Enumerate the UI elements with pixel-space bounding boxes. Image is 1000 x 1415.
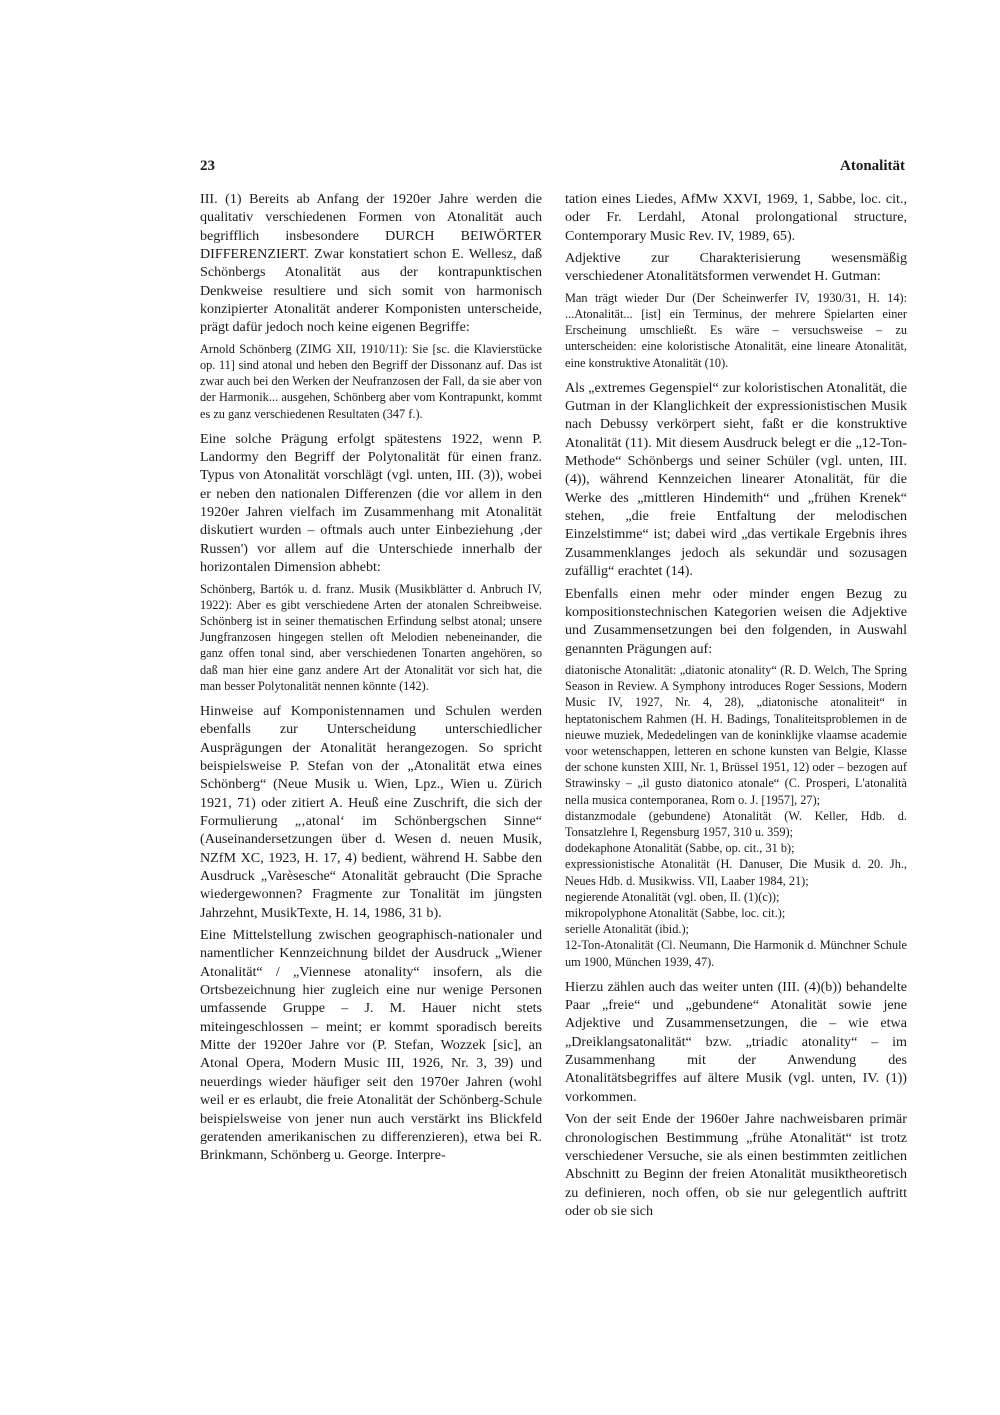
body-paragraph: Adjektive zur Charakterisierung wesensmäßig verschiedener Atonalitätsformen verwendet H. Gutman:: [565, 250, 907, 285]
running-title: Atonalität: [840, 158, 905, 174]
body-paragraph: Hinweise auf Komponistennamen und Schulen werden ebenfalls zur Unterscheidung unterschiedlicher Ausprägungen der Atonalität herangezogen. So spricht beispielsweise P. Stefan von der „Atonalität etwa eines Schönberg“ (Neue Musik u. Wien, Lpz., Wien u. Zürich 1921, 71) oder zitiert A. Heuß eine Zuschrift, die sich der Formulierung „‚atonal‘ im Schönbergschen Sinne“ (Auseinandersetzungen über d. Wesen d. neuen Musik, NZfM XC, 1923, H. 17, 4) bedient, während H. Sabbe den Ausdruck „Varèsesche“ Atonalität gebraucht (Die Sprache wiedergewonnen? Fragmente zur Tonalität im jüngsten Jahrzehnt, MusikTexte, H. 14, 1986, 31 b).: [200, 702, 542, 921]
quotation-block: Man trägt wieder Dur (Der Scheinwerfer IV, 1930/31, H. 14): ...Atonalität... [ist] ein Terminus, der mehrere Spielarten einer Erscheinung umschließt. Es wäre – versuchsweise – zu unterscheiden: eine koloristische Atonalität, eine lineare Atonalität, eine konstruktive Atonalität (10).: [565, 290, 907, 370]
body-paragraph: Eine Mittelstellung zwischen geographisch-nationaler und namentlicher Kennzeichnung bildet der Ausdruck „Wiener Atonalität“ / „Viennese atonality“ insofern, als die Ortsbezeichnung hier zugleich eine nur wenige Personen umfassende Gruppe – J. M. Hauer nicht stets miteingeschlossen – meint; er kommt sporadisch bereits Mitte der 1920er Jahre vor (P. Stefan, Wozzek [sic], an Atonal Opera, Modern Music III, 1926, Nr. 3, 39) und neuerdings wieder häufiger seit den 1970er Jahren (wohl weil er es erlaubt, die freie Atonalität der Schönberg-Schule beispielsweise von jener nun auch verstärkt ins Blickfeld geratenden amerikanischen zu differenzieren), etwa bei R. Brinkmann, Schönberg u. George. Interpre-: [200, 927, 542, 1164]
quotation-block: Arnold Schönberg (ZIMG XII, 1910/11): Sie [sc. die Klavierstücke op. 11] sind atonal und heben den Begriff der Dissonanz auf. Das ist zwar auch bei den Werken der Neufranzosen der Fall, da sie aber von der Harmonik... ausgehen, Schönberg aber vom Kontrapunkt, kommt es zu ganz verschiedenen Resultaten (347 f.).: [200, 341, 542, 421]
list-item: mikropolyphone Atonalität (Sabbe, loc. cit.);: [565, 905, 786, 920]
list-item: dodekaphone Atonalität (Sabbe, op. cit., 31 b);: [565, 841, 795, 856]
body-paragraph: Von der seit Ende der 1960er Jahre nachweisbaren primär chronologischen Bestimmung „frühe Atonalität“ ist trotz verschiedener Versuche, sie als einen bestimmten zeitlichen Abschnitt zu Beginn der freien Atonalität musiktheoretisch zu definieren, noch offen, ob sie nur gelegentlich auftritt oder ob sie sich: [565, 1111, 907, 1219]
list-item: negierende Atonalität (vgl. oben, II. (1)(c));: [565, 889, 780, 904]
body-paragraph: Als „extremes Gegenspiel“ zur koloristischen Atonalität, die Gutman in der Klanglichkeit der expressionistischen Musik nach Debussy verkörpert sieht, faßt er die konstruktive Atonalität (11). Mit diesem Ausdruck belegt er die „12-Ton-Methode“ Schönbergs und seiner Schüler (vgl. unten, III. (4)), während Kennzeichen linearer Atonalität, für die Werke des „mittleren Hindemith“ und „frühen Krenek“ stehen, „die freie Entfaltung der melodischen Einzelstimme“ ist; dabei wird „das vertikale Ergebnis ihres Zusammenklanges jedoch als sekundär und sozusagen zufällig“ erachtet (14).: [565, 379, 907, 580]
coinage-list: [565, 662, 907, 970]
body-paragraph: III. (1) Bereits ab Anfang der 1920er Jahre werden die qualitativ verschiedenen Formen von Atonalität auch begrifflich insbesondere DURCH BEIWÖRTER DIFFERENZIERT. Zwar konstatiert schon E. Wellesz, daß Schönbergs Atonalität aus der kontrapunktischen Denkweise resultiere und sich somit von harmonisch konzipierter Atonalität anderer Komponisten unterscheide, prägt dafür jedoch noch keine eigenen Begriffe:: [200, 191, 542, 336]
quotation-block: Schönberg, Bartók u. d. franz. Musik (Musikblätter d. Anbruch IV, 1922): Aber es gibt verschiedene Arten der atonalen Schreibweise. Schönberg ist in seiner thematischen Erfindung selbst atonal; unsere Jungfranzosen hingegen stellen oft Melodien nebeneinander, die ganz offen tonal sind, aber verschiedenen Tonarten angehören, so daß man hier eine ganz andere Art der Atonalität vor sich hat, die man besser Polytonalität nennen könnte (142).: [200, 581, 542, 693]
body-paragraph: tation eines Liedes, AfMw XXVI, 1969, 1, Sabbe, loc. cit., oder Fr. Lerdahl, Atonal prolongational structure, Contemporary Music Rev. IV, 1989, 65).: [565, 191, 907, 244]
list-item: diatonische Atonalität: „diatonic atonality“ (R. D. Welch, The Spring Season in Review. A Symphony introduces Roger Sessions, Modern Music IV, 1927, Nr. 4, 28), „diatonische atonaliteit“ in heptatonischem Rahmen (H. H. Badings, Tonaliteitsproblemen in de nieuwe muziek, Mededelingen van de koninklijke vlaamse academie voor wetenschappen, letteren en schone kunsten van Belgie, Klasse der schone kunsten XIII, Nr. 1, Brüssel 1951, 12) oder – bezogen auf Strawinsky – „il gusto diatonico atonale“ (C. Prosperi, L'atonalità nella musica contemporanea, Rom o. J. [1957], 27);: [565, 662, 907, 807]
list-item: expressionistische Atonalität (H. Danuser, Die Musik d. 20. Jh., Neues Hdb. d. Musikwiss. VII, Laaber 1984, 21);: [565, 857, 907, 888]
body-paragraph: Hierzu zählen auch das weiter unten (III. (4)(b)) behandelte Paar „freie“ und „gebundene“ Atonalität sowie jene Adjektive und Zusammensetzungen, die – wie etwa „Dreiklangsatonalität“ bzw. „triadic atonality“ – im Zusammenhang mit der Anwendung des Atonalitätsbegriffes auf ältere Musik (vgl. unten, IV. (1)) vorkommen.: [565, 978, 907, 1105]
left-column: [200, 190, 542, 1169]
page-number: 23: [200, 158, 215, 174]
right-column: [565, 190, 907, 1224]
body-paragraph: Ebenfalls einen mehr oder minder engen Bezug zu kompositionstechnischen Kategorien weisen die Adjektive und Zusammensetzungen bei den folgenden, in Auswahl genannten Prägungen auf:: [565, 585, 907, 657]
list-item: 12-Ton-Atonalität (Cl. Neumann, Die Harmonik d. Münchner Schule um 1900, München 1939, 47).: [565, 938, 907, 969]
list-item: distanzmodale (gebundene) Atonalität (W. Keller, Hdb. d. Tonsatzlehre I, Regensburg 1957, 310 u. 359);: [565, 808, 907, 839]
body-paragraph: Eine solche Prägung erfolgt spätestens 1922, wenn P. Landormy den Begriff der Polytonalität für einen franz. Typus von Atonalität vorschlägt (vgl. unten, III. (3)), wobei er neben den nationalen Differenzen (die vor allem in den 1920er Jahren vielfach im Zusammenhang mit Atonalität diskutiert wurden – oftmals auch unter Einbeziehung ‚der Russen') vor allem auf die Unterschiede innerhalb der horizontalen Dimension abhebt:: [200, 430, 542, 576]
list-item: serielle Atonalität (ibid.);: [565, 922, 689, 937]
